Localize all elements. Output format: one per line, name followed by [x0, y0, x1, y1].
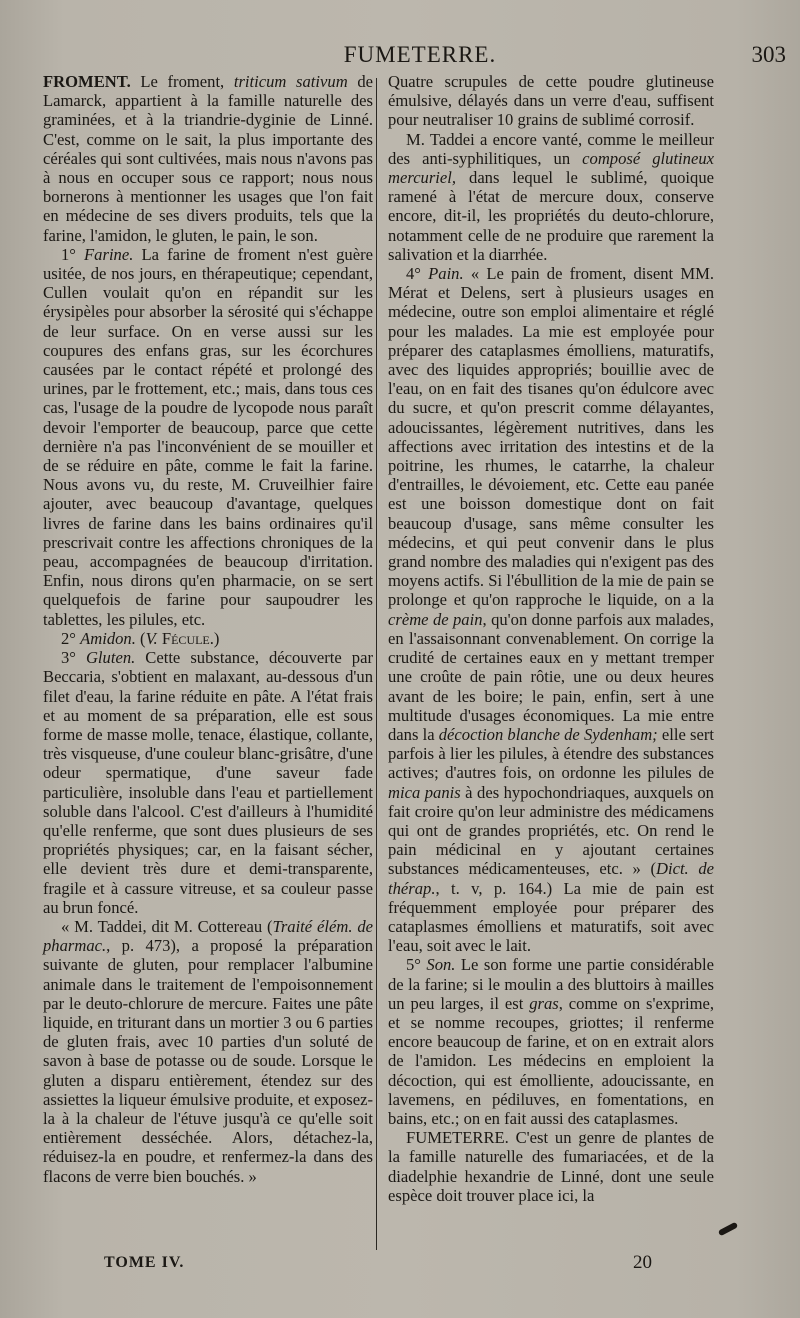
text-run: Cette substance, découverte par Beccaria, s'obtient en malaxant, au-dessous d'un filet d'eau, la farine réduite en pâte. A l'état frais et au moment de sa préparation, elle est sous forme de masse molle, tenace, élastique, collante, très visqueuse, d'une couleur blanc-grisâtre, d'une odeur spermatique, d'une saveur fade particulière, insoluble dans l'eau et partiellement soluble dans l'alcool. C'est d'ailleurs à l'humidité qu'elle renferme, que sont dues plusieurs de ses propriétés physiques; car, en la faisant sécher, elle devient très dure et demi-transparente, fragile et à cassure vitreuse, et sa couleur passe au brun foncé.: [43, 648, 373, 917]
paragraph: [388, 130, 714, 264]
text-run: crème de pain: [388, 609, 483, 629]
text-run: .): [209, 628, 220, 648]
text-run: Farine.: [84, 244, 134, 264]
text-run: La farine de froment n'est guère usitée, de nos jours, en thérapeutique; cependant, Cullen voulait qu'on en répandit sur les érysipèles pour absorber la sérosité qui s'échappe de leur surface. On en verse aussi sur les coupures des enfans gras, sur les écorchures causées par le contact répété et prolongé des urines, par le frottement, etc.; mais, dans tous ces cas, l'usage de la poudre de lycopode nous paraît devoir l'emporter de beaucoup, parce que cette dernière n'a pas l'inconvénient de se mouiller et de se réduire en pâte, comme le fait la farine. Nous avons vu, du reste, M. Cruveilhier faire ajouter, avec beaucoup d'avantage, quelques livres de farine dans les bains ordinaires qu'il prescrivait contre les affections chroniques de la peau, accompagnées de beaucoup d'irritation. Enfin, nous dirons qu'en pharmacie, on se sert quelquefois de farine pour saupoudrer les tablettes, les pilules, etc.: [43, 244, 373, 629]
volume-label: TOME IV.: [104, 1254, 185, 1271]
text-run: 4°: [406, 264, 429, 284]
text-run: Le froment,: [130, 72, 234, 91]
text-run: Gluten.: [85, 648, 136, 668]
text-run: « Le pain de froment, disent MM. Mérat et Delens, sert à plusieurs usages en médecine, outre son emploi alimentaire et réglé pour les malades. La mie est employée pour préparer des cataplasmes émolliens, maturatifs, avec des liquides appropriés; bouillie avec de l'eau, on en fait des tisanes qu'on édulcore avec du sucre, et qu'on prescrit comme délayantes, adoucissantes, légèrement nutritives, dans les affections avec irritation des intestins et de la poitrine, les rhumes, le catarrhe, la chaleur d'entrailles, le dévoiement, etc. Cette eau panée est une boisson domestique dont on fait beaucoup d'usage, sans même consulter les médecins, et qui peut convenir dans le plus grand nombre des maladies qui n'exigent pas des moyens actifs. Si l'ébullition de la mie de pain se prolonge et qu'on rapproche le liquide, on a la: [388, 264, 714, 610]
text-run: , qu'on donne parfois aux malades, en l'assaisonnant convenablement. On corrige la crudité de certaines eaux en y mettant tremper une croûte de pain rôtie, une ou deux heures avant de les boire; le pain, enfin, sert à une multitude d'usages économiques. La mie entre dans la: [388, 609, 714, 744]
right-column: [388, 72, 714, 1205]
text-run: à des hypochondriaques, auxquels on fait croire qu'on leur administre des médicamens qui ont de grandes propriétés, etc. On rend le pain médicinal en y ajoutant certaines substances médicamenteuses, etc. » (: [388, 782, 714, 879]
text-run: Quatre scrupules de cette poudre glutineuse émulsive, délayés dans un verre d'eau, suffisent pour neutraliser 10 grains de sublimé corrosif.: [388, 72, 714, 130]
text-run: Son.: [426, 955, 456, 975]
text-run: Traité élém. de pharmac.: [43, 916, 373, 956]
running-title: FUMETERRE.: [343, 42, 497, 67]
text-run: FROMENT.: [43, 72, 131, 91]
text-run: gras: [529, 993, 559, 1013]
paragraph: [43, 648, 373, 917]
page-header: [40, 42, 800, 72]
text-run: Amidon.: [80, 628, 136, 648]
text-run: dans lequel le sublimé, quoique ramené à l'état de mercure doux, conserve encore, dit-il, les propriétés du deuto-chlorure, notamment celle de ne produire que rarement la salivation et la diarrhée.: [388, 168, 714, 264]
text-run: 1°: [61, 244, 85, 264]
paragraph: [43, 72, 373, 245]
text-run: V.: [145, 628, 158, 648]
text-run: « M. Taddei, dit M. Cottereau (: [61, 916, 273, 936]
text-run: de Lamarck, appartient à la famille naturelle des graminées, et à la triandrie-dyginie de Linné. C'est, comme on le sait, la plus importante des céréales qui sont cultivées, mais nous n'avons pas à nous en occuper sous ce rapport; nous nous bornerons à mentionner les usages que l'on fait en médecine de ses divers produits, tels que la farine, l'amidon, le gluten, le pain, le son.: [43, 72, 373, 245]
text-run: , t. v, p. 164.) La mie de pain est fréquemment employée pour préparer des cataplasmes émolliens et maturatifs, soit avec l'eau, soit avec le lait.: [388, 878, 714, 956]
text-run: Pain.: [428, 264, 464, 284]
text-run: , comme on s'exprime, et se nomme recoupes, griottes; il renferme encore beaucoup de farine, et on en extrait alors de l'amidon. Les médecins en emploient la décoction, qui est émolliente, adoucissante, en lavemens, en pédiluves, en fomentations, en bains, etc.; on en fait aussi des cataplasmes.: [388, 993, 714, 1128]
paragraph: [43, 917, 373, 1186]
text-run: composé glutineux mercuriel,: [388, 148, 714, 188]
text-run: (: [135, 628, 146, 648]
paragraph: [388, 1128, 714, 1205]
signature-mark: 20: [633, 1252, 652, 1273]
text-run: 2°: [61, 628, 81, 648]
paragraph: [388, 72, 714, 130]
text-run: Fécule: [161, 628, 210, 648]
page-number: 303: [751, 42, 786, 67]
paragraph: [388, 264, 714, 955]
text-run: elle sert parfois à lier les pilules, à étendre des substances actives; d'autres fois, on ordonne les pilules de: [388, 724, 714, 783]
text-run: 5°: [406, 955, 427, 975]
paragraph: [43, 245, 373, 629]
page-footer: [0, 1254, 800, 1280]
text-run: FUMETERRE. C'est un genre de plantes de la famille naturelle des fumariacées, et de la diadelphie hexandrie de Linné, dont une seule espèce doit trouver place ici, la: [388, 1128, 714, 1205]
text-run: décoction blanche de Sydenham;: [438, 724, 658, 744]
text-run: Le son forme une partie considérable de la farine; si le moulin a des bluttoirs à mailles un peu larges, il est: [388, 955, 714, 1013]
paragraph: [388, 955, 714, 1128]
ink-mark: [718, 1222, 738, 1237]
text-run: triticum sativum: [233, 72, 348, 91]
text-run: mica panis: [388, 782, 461, 802]
text-run: 3°: [61, 648, 86, 668]
column-divider: [376, 78, 377, 1250]
left-column: [43, 72, 373, 1186]
text-run: , p. 473), a proposé la préparation suivante de gluten, pour remplacer l'albumine animale dans le traitement de l'empoisonnement par le deuto-chlorure de mercure. Faites une pâte liquide, en triturant dans un mortier 3 ou 6 parties de gluten frais, avec 10 parties d'un soluté de savon à base de potasse ou de soude. Lorsque le gluten a disparu entièrement, étendez sur des assiettes la liqueur émulsive produite, et exposez-la à la chaleur de l'étuve jusqu'à ce qu'elle soit entièrement desséchée. Alors, détachez-la, réduisez-la en poudre, et renfermez-la dans des flacons de verre bien bouchés. »: [43, 936, 373, 1186]
paragraph: [43, 629, 373, 648]
text-run: M. Taddei a encore vanté, comme le meilleur des anti-syphilitiques, un: [388, 129, 714, 168]
text-run: Dict. de thérap.: [388, 859, 714, 898]
